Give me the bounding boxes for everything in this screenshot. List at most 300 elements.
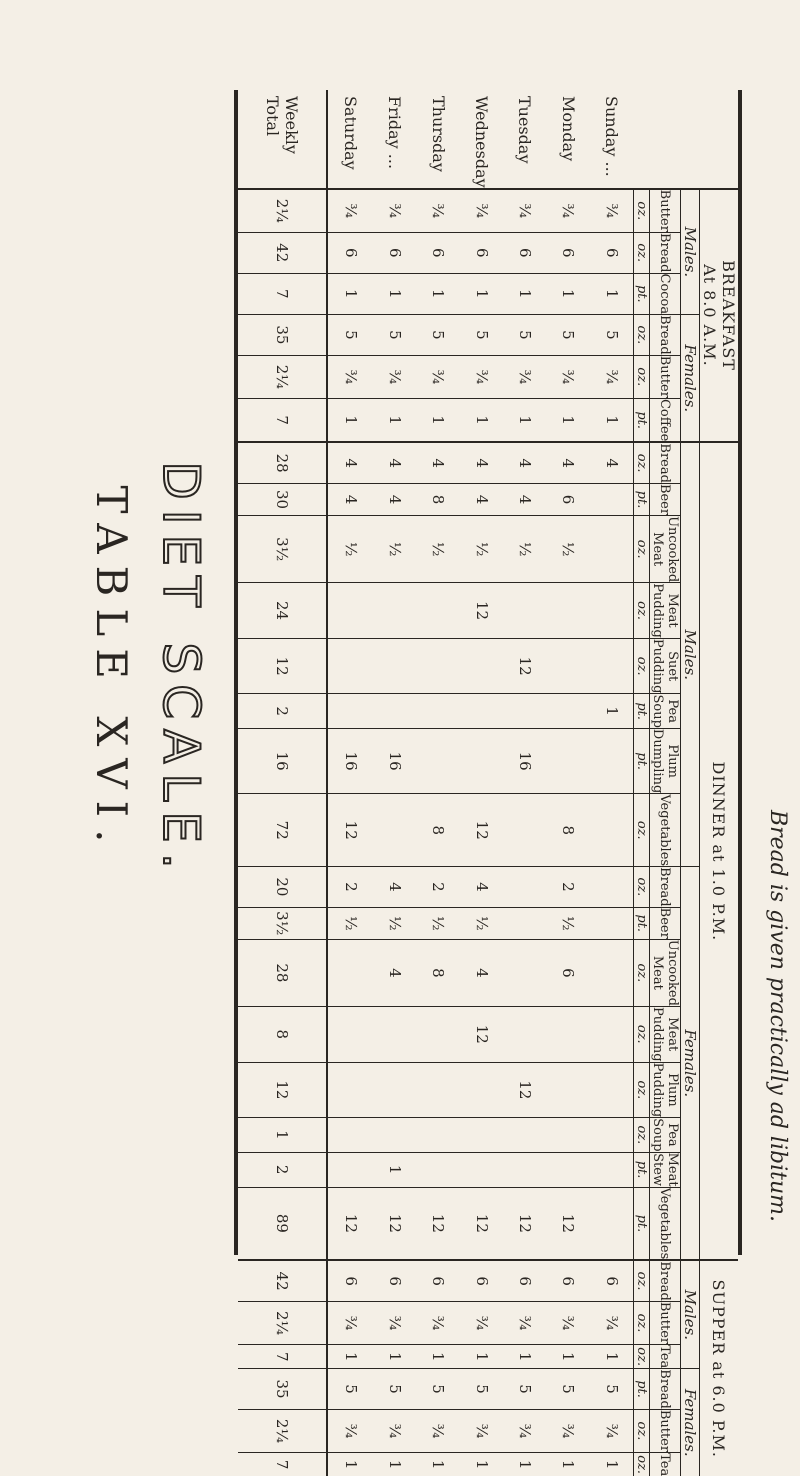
unit-cell: oz. (634, 867, 650, 908)
column-header: Cocoa (650, 273, 681, 315)
table-cell: 12 (238, 638, 327, 694)
table-cell: ¾ (373, 1409, 416, 1452)
diet-table-grid (238, 90, 738, 1476)
table-cell: 1 (460, 273, 503, 315)
table-cell (460, 694, 503, 728)
table-cell (327, 1062, 373, 1118)
table-cell: 4 (327, 483, 373, 515)
table-cell: 12 (416, 1187, 459, 1260)
column-header: Tea (650, 1345, 681, 1369)
table-cell: 1 (416, 1453, 459, 1476)
unit-cell: oz. (634, 794, 650, 867)
table-cell: 1 (547, 273, 590, 315)
table-cell (547, 1118, 590, 1152)
table-cell (373, 694, 416, 728)
table-cell: 1 (373, 1152, 416, 1187)
table-cell (547, 728, 590, 793)
column-header: Plum Dumpling (650, 728, 680, 794)
table-cell (503, 907, 546, 939)
unit-cell: pt. (634, 1187, 650, 1260)
table-row (503, 90, 546, 1476)
table-cell (547, 1006, 590, 1062)
table-cell: ½ (460, 516, 503, 583)
table-cell: 5 (460, 315, 503, 356)
unit-cell: oz. (634, 232, 650, 273)
table-cell: 20 (238, 867, 327, 908)
day-label: Weekly Total (238, 90, 327, 189)
table-cell: 1 (327, 273, 373, 315)
table-cell: 6 (590, 1260, 633, 1301)
table-cell: 4 (327, 442, 373, 483)
table-cell (590, 1062, 633, 1118)
table-cell (460, 1118, 503, 1152)
table-cell: 12 (460, 1006, 503, 1062)
column-header: Beer (650, 483, 681, 515)
table-cell: 1 (373, 273, 416, 315)
table-cell: 2¼ (238, 1409, 327, 1452)
table-cell (416, 1062, 459, 1118)
table-cell: 4 (503, 483, 546, 515)
table-cell: 3½ (238, 516, 327, 583)
table-cell (416, 728, 459, 793)
table-row (460, 90, 503, 1476)
column-header: Plum Pudding (650, 1062, 680, 1118)
table-cell: 2¼ (238, 355, 327, 398)
table-cell: 16 (327, 728, 373, 793)
table-cell (590, 638, 633, 694)
table-cell: 4 (373, 483, 416, 515)
table-cell (503, 1006, 546, 1062)
footnote: Bread is given practically ad libitum. (765, 809, 790, 1222)
unit-cell: oz. (634, 189, 650, 233)
table-cell: ½ (416, 907, 459, 939)
table-cell (416, 694, 459, 728)
table-cell: 8 (547, 794, 590, 867)
table-cell: 6 (547, 1260, 590, 1301)
day-label: Sunday ... (602, 96, 622, 177)
unit-cell: oz. (634, 442, 650, 483)
day-label: Friday ... (385, 96, 405, 170)
column-header: Bread (650, 1260, 681, 1301)
table-cell: 6 (327, 1260, 373, 1301)
table-cell: 12 (460, 1187, 503, 1260)
table-cell: 5 (547, 1369, 590, 1410)
table-cell: 6 (590, 232, 633, 273)
table-cell: ½ (503, 516, 546, 583)
table-cell: ¾ (460, 1409, 503, 1452)
table-cell (373, 583, 416, 639)
unit-blank (634, 90, 650, 189)
table-cell: 12 (373, 1187, 416, 1260)
supper-males: Males. (681, 1260, 700, 1368)
table-cell: 3½ (238, 907, 327, 939)
column-headers (650, 90, 681, 1476)
breakfast-males: Males. (681, 189, 700, 315)
table-cell: ¾ (327, 355, 373, 398)
table-cell: 12 (547, 1187, 590, 1260)
column-header: Pea Soup (650, 694, 680, 728)
table-cell: 12 (238, 1062, 327, 1118)
day-label: Monday (558, 96, 578, 162)
column-header: Pea Soup (650, 1118, 680, 1152)
table-cell (590, 516, 633, 583)
table-cell: 12 (327, 794, 373, 867)
table-cell (373, 1118, 416, 1152)
table-cell (460, 638, 503, 694)
unit-cell: pt. (634, 694, 650, 728)
unit-cell: oz. (634, 516, 650, 583)
table-cell: 5 (547, 315, 590, 356)
table-cell (416, 638, 459, 694)
day-label: Thursday (428, 96, 448, 172)
table-cell: 42 (238, 232, 327, 273)
table-cell: 8 (416, 939, 459, 1006)
day-label: Tuesday (515, 96, 535, 164)
table-cell: 1 (460, 1345, 503, 1369)
table-cell: 35 (238, 315, 327, 356)
table-cell (590, 1006, 633, 1062)
table-cell: ¾ (503, 189, 546, 233)
table-cell: 30 (238, 483, 327, 515)
column-header: Tea (650, 1453, 681, 1476)
table-cell: ½ (327, 516, 373, 583)
table-cell: 6 (547, 232, 590, 273)
table-row (547, 90, 590, 1476)
table-cell: 89 (238, 1187, 327, 1260)
dinner-females: Females. (681, 867, 700, 1261)
table-cell (416, 583, 459, 639)
table-cell: 1 (547, 398, 590, 442)
table-cell (327, 694, 373, 728)
table-cell: 2 (238, 1152, 327, 1187)
column-header: Coffee (650, 398, 681, 442)
table-cell: 6 (460, 1260, 503, 1301)
column-header: Bread (650, 867, 681, 908)
table-cell: 6 (460, 232, 503, 273)
table-cell (503, 1152, 546, 1187)
table-cell: ¾ (460, 355, 503, 398)
table-cell (416, 1118, 459, 1152)
table-cell: ¾ (547, 355, 590, 398)
table-cell (590, 1118, 633, 1152)
table-cell (590, 1152, 633, 1187)
table-cell: 1 (327, 1345, 373, 1369)
table-cell (590, 483, 633, 515)
table-cell: 2 (327, 867, 373, 908)
table-cell: 1 (416, 398, 459, 442)
day-label: Saturday (341, 96, 361, 170)
table-cell (327, 1006, 373, 1062)
table-cell: ¾ (590, 1301, 633, 1344)
table-cell (416, 1006, 459, 1062)
table-cell: ½ (460, 907, 503, 939)
table-cell: 8 (416, 794, 459, 867)
table-cell (327, 638, 373, 694)
table-cell: 1 (503, 1453, 546, 1476)
column-header: Uncooked Meat (650, 939, 680, 1006)
table-cell: ½ (416, 516, 459, 583)
table-cell (373, 1006, 416, 1062)
table-cell: 1 (460, 398, 503, 442)
unit-cell: oz. (634, 638, 650, 694)
table-body (238, 90, 634, 1476)
table-cell: 6 (547, 483, 590, 515)
table-cell (416, 1152, 459, 1187)
table-cell: 1 (416, 1345, 459, 1369)
table-cell (590, 1187, 633, 1260)
table-cell: 16 (503, 728, 546, 793)
breakfast-females: Females. (681, 315, 700, 443)
column-header: Bread (650, 1369, 681, 1410)
unit-row (634, 90, 650, 1476)
table-cell: ¾ (373, 189, 416, 233)
table-cell (373, 638, 416, 694)
table-cell (547, 583, 590, 639)
table-cell: 4 (373, 939, 416, 1006)
column-header: Butter (650, 355, 681, 398)
column-header: Bread (650, 315, 681, 356)
unit-cell: pt. (634, 398, 650, 442)
unit-cell: oz. (634, 1453, 650, 1476)
table-cell (327, 1152, 373, 1187)
table-cell: ¾ (373, 355, 416, 398)
unit-cell: oz. (634, 1409, 650, 1452)
table-cell (590, 907, 633, 939)
table-cell: 72 (238, 794, 327, 867)
table-cell: ¾ (503, 1301, 546, 1344)
table-cell: 1 (503, 1345, 546, 1369)
column-header: Bread (650, 232, 681, 273)
table-cell: 1 (327, 1453, 373, 1476)
table-cell (460, 1062, 503, 1118)
diet-table (234, 90, 742, 1476)
table-cell: 4 (416, 442, 459, 483)
table-cell: ½ (547, 516, 590, 583)
column-header: Meat Pudding (650, 1006, 680, 1062)
table-cell: ½ (327, 907, 373, 939)
column-header: Uncooked Meat (650, 516, 680, 583)
table-cell (503, 794, 546, 867)
table-cell: 12 (327, 1187, 373, 1260)
page-title: TABLE XVI. (87, 485, 136, 855)
table-cell: 6 (503, 1260, 546, 1301)
table-cell: 1 (327, 398, 373, 442)
table-row (373, 90, 416, 1476)
column-header: Beer (650, 907, 681, 939)
table-cell: 1 (238, 1118, 327, 1152)
table-cell (590, 867, 633, 908)
table-cell: 1 (590, 1345, 633, 1369)
table-cell: 6 (373, 1260, 416, 1301)
dinner-header: DINNER at 1.0 P.M. (700, 442, 739, 1260)
table-cell: 2 (547, 867, 590, 908)
table-cell: 4 (460, 442, 503, 483)
table-cell: 4 (503, 442, 546, 483)
unit-cell: pt. (634, 1152, 650, 1187)
table-cell: 1 (460, 1453, 503, 1476)
column-header: Butter (650, 189, 681, 233)
table-cell: 1 (590, 273, 633, 315)
table-cell: ¾ (460, 189, 503, 233)
table-cell: 6 (416, 232, 459, 273)
table-cell (460, 728, 503, 793)
table-cell: 5 (590, 1369, 633, 1410)
table-cell: ¾ (327, 1301, 373, 1344)
table-cell: ¾ (590, 355, 633, 398)
table-cell: 5 (460, 1369, 503, 1410)
table-cell: 12 (503, 1187, 546, 1260)
unit-cell: oz. (634, 1118, 650, 1152)
unit-cell: oz. (634, 583, 650, 639)
column-header: Bread (650, 442, 681, 483)
table-cell (590, 939, 633, 1006)
breakfast-header (700, 189, 739, 443)
table-cell: ½ (547, 907, 590, 939)
table-cell (373, 1062, 416, 1118)
table-cell: ¾ (416, 355, 459, 398)
table-cell: 5 (373, 315, 416, 356)
table-cell (460, 1152, 503, 1187)
unit-cell: oz. (634, 355, 650, 398)
table-cell: 1 (547, 1453, 590, 1476)
unit-cell: oz. (634, 1301, 650, 1344)
table-cell (503, 939, 546, 1006)
table-cell: ½ (373, 516, 416, 583)
table-cell: 16 (238, 728, 327, 793)
supper-females: Females. (681, 1369, 700, 1476)
table-cell: ¾ (416, 1301, 459, 1344)
table-cell (503, 1118, 546, 1152)
table-cell: 12 (503, 638, 546, 694)
table-cell: 4 (373, 442, 416, 483)
table-cell: 24 (238, 583, 327, 639)
table-cell: 1 (373, 1345, 416, 1369)
column-header: Vegetables (650, 1187, 681, 1260)
table-cell: 2 (238, 694, 327, 728)
table-cell (373, 794, 416, 867)
table-cell: 5 (503, 315, 546, 356)
day-header (650, 90, 739, 189)
table-cell: 2¼ (238, 1301, 327, 1344)
table-cell: 1 (416, 273, 459, 315)
table-cell: 5 (590, 315, 633, 356)
column-header: Suet Pudding (650, 638, 680, 694)
table-cell: 28 (238, 939, 327, 1006)
unit-cell: pt. (634, 728, 650, 793)
table-cell: ¾ (416, 189, 459, 233)
column-header: Butter (650, 1301, 681, 1344)
table-cell: 12 (460, 794, 503, 867)
table-cell: 5 (327, 315, 373, 356)
table-cell: 2 (416, 867, 459, 908)
table-cell: 5 (503, 1369, 546, 1410)
table-cell (547, 1152, 590, 1187)
table-cell (547, 1062, 590, 1118)
table-cell: ¾ (460, 1301, 503, 1344)
table-cell: ¾ (547, 1409, 590, 1452)
table-cell: 7 (238, 273, 327, 315)
table-cell (327, 939, 373, 1006)
supper-header: SUPPER at 6.0 P.M. (700, 1260, 739, 1476)
table-cell: 5 (327, 1369, 373, 1410)
unit-cell: pt. (634, 273, 650, 315)
table-cell: ¾ (416, 1409, 459, 1452)
table-cell: 12 (460, 583, 503, 639)
table-cell: 5 (416, 1369, 459, 1410)
table-row (327, 90, 373, 1476)
unit-cell: oz. (634, 939, 650, 1006)
table-cell: 4 (373, 867, 416, 908)
table-cell: 7 (238, 1453, 327, 1476)
table-cell: 16 (373, 728, 416, 793)
table-cell: ¾ (590, 189, 633, 233)
table-cell: ¾ (503, 355, 546, 398)
table-cell: 1 (590, 1453, 633, 1476)
dinner-males: Males. (681, 442, 700, 866)
table-cell: 42 (238, 1260, 327, 1301)
table-cell (503, 583, 546, 639)
table-cell: 1 (373, 398, 416, 442)
table-cell: 1 (590, 398, 633, 442)
table-cell: 6 (547, 939, 590, 1006)
table-cell: 6 (327, 232, 373, 273)
table-cell (327, 1118, 373, 1152)
table-cell: 8 (238, 1006, 327, 1062)
table-cell (590, 794, 633, 867)
table-row (238, 90, 327, 1476)
unit-cell: pt. (634, 907, 650, 939)
table-cell: 6 (503, 232, 546, 273)
table-cell: 1 (503, 273, 546, 315)
table-cell: 6 (373, 232, 416, 273)
table-cell: 4 (460, 939, 503, 1006)
unit-cell: pt. (634, 483, 650, 515)
table-cell (590, 728, 633, 793)
table-cell: 4 (460, 483, 503, 515)
table-cell: 35 (238, 1369, 327, 1410)
table-cell (590, 583, 633, 639)
table-cell: 4 (460, 867, 503, 908)
unit-cell: oz. (634, 1006, 650, 1062)
column-header: Vegetables (650, 794, 681, 867)
table-cell: ¾ (327, 189, 373, 233)
table-cell (503, 867, 546, 908)
table-cell: 6 (416, 1260, 459, 1301)
unit-cell: pt. (634, 1369, 650, 1410)
table-cell: 5 (416, 315, 459, 356)
table-cell: ¾ (503, 1409, 546, 1452)
unit-cell: oz. (634, 315, 650, 356)
table-cell: ¾ (547, 189, 590, 233)
table-cell: 1 (547, 1345, 590, 1369)
table-cell: 2¼ (238, 189, 327, 233)
breakfast-time: At 8.0 A.M. (700, 264, 719, 367)
table-cell: 5 (373, 1369, 416, 1410)
column-header: Butter (650, 1409, 681, 1452)
table-cell: 7 (238, 1345, 327, 1369)
table-cell: 1 (503, 398, 546, 442)
table-cell (503, 694, 546, 728)
table-cell (327, 583, 373, 639)
table-cell: ¾ (373, 1301, 416, 1344)
table-cell (547, 694, 590, 728)
table-cell (547, 638, 590, 694)
table-cell: ¾ (590, 1409, 633, 1452)
table-cell: 1 (373, 1453, 416, 1476)
column-header: Meat Pudding (650, 583, 680, 638)
table-cell: ¾ (547, 1301, 590, 1344)
table-row (416, 90, 459, 1476)
